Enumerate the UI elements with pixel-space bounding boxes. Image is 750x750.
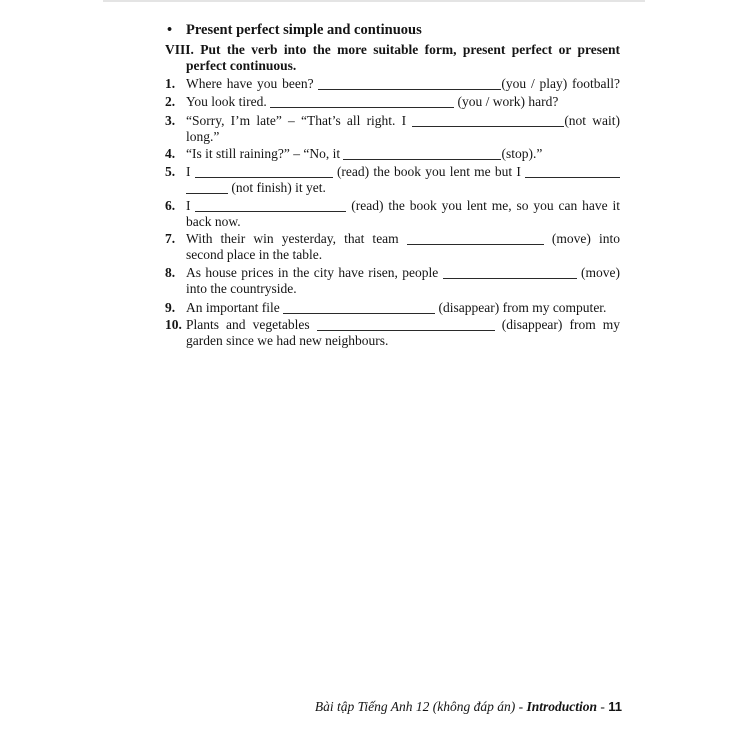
answer-blank — [407, 244, 544, 245]
item-hint: (move) — [581, 265, 621, 280]
item-line — [186, 113, 620, 129]
answer-blank — [318, 89, 501, 90]
exercise-item-5 — [165, 164, 620, 195]
item-hint: (read) the book you lent me but I — [336, 164, 521, 179]
item-number: 9. — [165, 300, 176, 315]
item-line — [186, 300, 620, 316]
item-text: Where have you been? — [186, 76, 314, 91]
item-line-continued — [186, 214, 620, 230]
item-number: 10. — [165, 317, 182, 332]
bullet-icon: • — [167, 22, 173, 38]
item-line — [186, 317, 620, 333]
item-text: With their win yesterday, that team — [186, 231, 399, 246]
exercise-instruction — [165, 42, 620, 74]
answer-blank — [343, 159, 501, 160]
item-text: long.” — [186, 128, 220, 144]
page-edge — [103, 0, 645, 2]
item-number: 5. — [165, 164, 176, 179]
item-hint: (disappear) from my computer. — [438, 300, 607, 315]
item-text: I — [186, 198, 191, 213]
item-text: into the countryside. — [186, 280, 297, 296]
item-line-continued — [186, 333, 620, 349]
item-text: back now. — [186, 213, 241, 229]
item-line — [186, 146, 620, 162]
footer-separator: - — [518, 699, 524, 714]
item-hint: (not wait) — [564, 113, 620, 128]
item-line-continued — [186, 129, 620, 145]
exercise-item-8 — [165, 265, 620, 296]
item-number: 2. — [165, 94, 176, 109]
exercise-item-1 — [165, 76, 620, 92]
item-line — [186, 76, 620, 92]
answer-blank — [270, 107, 454, 108]
item-hint: (stop).” — [501, 146, 543, 161]
item-number: 8. — [165, 265, 176, 280]
answer-blank — [186, 193, 228, 194]
item-text: I — [186, 164, 191, 179]
footer-section: Introduction — [526, 699, 597, 714]
item-hint: (you / play) football? — [501, 76, 621, 91]
page-footer — [315, 699, 622, 715]
answer-blank — [283, 313, 435, 314]
item-line — [186, 94, 620, 110]
item-line-continued — [186, 281, 620, 297]
item-line-continued — [186, 247, 620, 263]
item-hint: (not finish) it yet. — [231, 179, 326, 195]
item-number: 4. — [165, 146, 176, 161]
footer-separator: - — [600, 699, 605, 714]
answer-blank — [195, 211, 346, 212]
exercise-item-9 — [165, 300, 620, 316]
answer-blank — [317, 330, 495, 331]
page-number: 11 — [608, 699, 622, 714]
item-line-continued — [186, 180, 620, 196]
item-text: You look tired. — [186, 94, 267, 109]
item-text: Plants and vegetables — [186, 317, 310, 332]
answer-blank — [525, 177, 620, 178]
item-line — [186, 164, 620, 180]
item-text: “Is it still raining?” – “No, it — [186, 146, 341, 161]
exercise-item-7 — [165, 231, 620, 262]
item-text: As house prices in the city have risen, people — [186, 265, 439, 280]
item-hint: (read) the book you lent me, so you can have it — [351, 198, 620, 213]
item-text: “Sorry, I’m late” – “That’s all right. I — [186, 113, 407, 128]
section-title: Present perfect simple and continuous — [186, 22, 422, 38]
exercise-item-10 — [165, 317, 620, 348]
item-line — [186, 231, 620, 247]
item-line — [186, 198, 620, 214]
exercise-item-3 — [165, 113, 620, 144]
exercise-item-2 — [165, 94, 620, 110]
book-title: Bài tập Tiếng Anh 12 (không đáp án) — [314, 699, 516, 714]
item-number: 7. — [165, 231, 176, 246]
item-hint: (you / work) hard? — [457, 94, 559, 109]
item-number: 3. — [165, 113, 176, 128]
answer-blank — [443, 278, 577, 279]
answer-blank — [412, 126, 564, 127]
item-hint: (move) into — [551, 231, 620, 246]
item-number: 6. — [165, 198, 176, 213]
item-text: garden since we had new neighbours. — [186, 332, 389, 348]
answer-blank — [195, 177, 333, 178]
exercise-item-6 — [165, 198, 620, 229]
exercise-number: VIII. — [165, 42, 194, 57]
exercise-item-4 — [165, 146, 620, 162]
item-number: 1. — [165, 76, 176, 91]
instruction-text: Put the verb into the more suitable form, present perfect or present perfect continuous. — [186, 42, 620, 73]
item-hint: (disappear) from my — [501, 317, 621, 332]
item-text: second place in the table. — [186, 246, 323, 262]
item-line — [186, 265, 620, 281]
item-text: An important file — [186, 300, 280, 315]
section-heading — [165, 21, 620, 39]
